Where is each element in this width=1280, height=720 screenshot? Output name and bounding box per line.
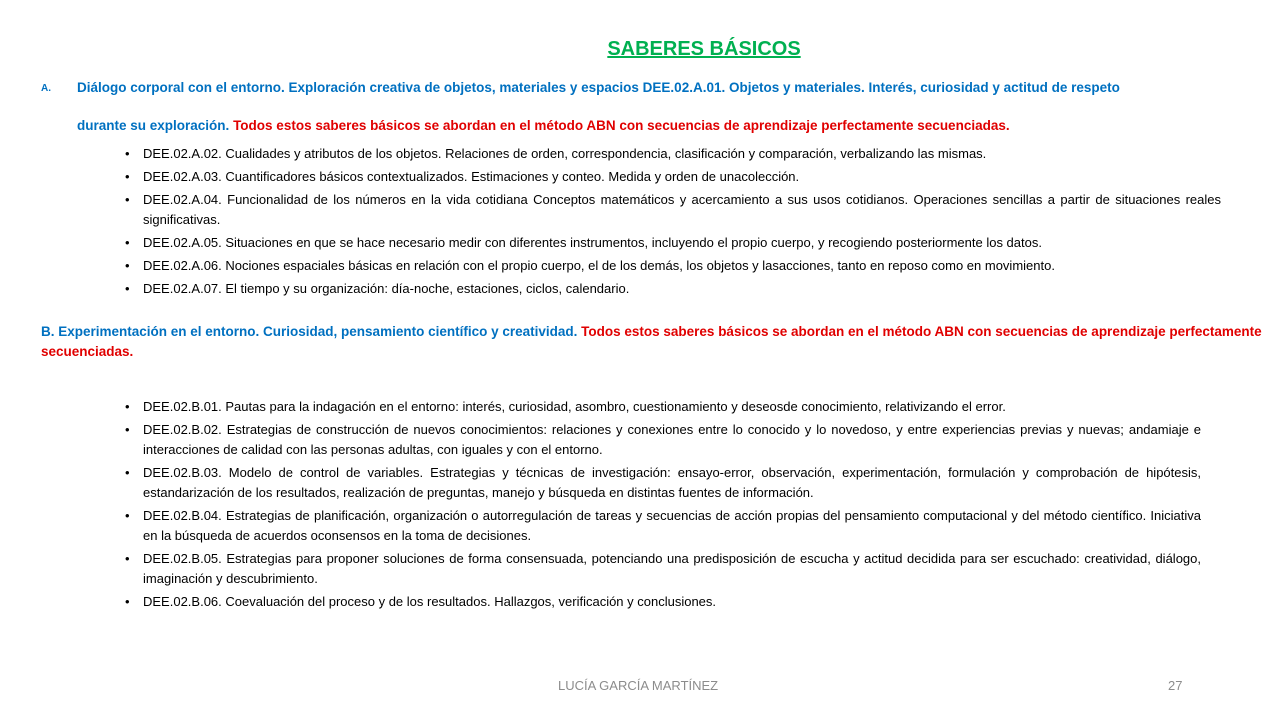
page-title: SABERES BÁSICOS — [607, 38, 801, 60]
footer-author: LUCÍA GARCÍA MARTÍNEZ — [558, 678, 719, 693]
section-a-heading-continued — [77, 118, 1257, 133]
section-a-marker: A. — [41, 83, 51, 94]
section-b-list — [125, 397, 1201, 615]
list-item: • DEE.02.B.04. Estrategias de planificación, organización o autorregulación de tareas y secuencias de acción propias del pensamiento computacional y del método científico. Iniciativa en la búsqueda de acuerdos oconsensos en la toma de decisiones. — [125, 506, 1201, 546]
section-a-list — [125, 144, 1221, 302]
page-number: 27 — [1168, 678, 1183, 693]
list-item: • DEE.02.A.03. Cuantificadores básicos contextualizados. Estimaciones y conteo. Medida y orden de unacolección. — [125, 167, 1221, 187]
list-item: • DEE.02.A.02. Cualidades y atributos de los objetos. Relaciones de orden, correspondencia, clasificación y comparación, verbalizando las mismas. — [125, 144, 1221, 164]
list-item: • DEE.02.A.05. Situaciones en que se hace necesario medir con diferentes instrumentos, incluyendo el propio cuerpo, y recogiendo posteriormente los datos. — [125, 233, 1221, 253]
list-item: • DEE.02.A.04. Funcionalidad de los números en la vida cotidiana Conceptos matemáticos y acercamiento a sus usos cotidianos. Operaciones sencillas a partir de situaciones reales significativas. — [125, 190, 1221, 230]
list-item: • DEE.02.A.06. Nociones espaciales básicas en relación con el propio cuerpo, el de los demás, los objetos y lasacciones, tanto en reposo como en movimiento. — [125, 256, 1221, 276]
section-a-heading: Diálogo corporal con el entorno. Exploración creativa de objetos, materiales y espacios DEE.02.A.01. Objetos y materiales. Interés, curiosidad y actitud de respeto — [77, 80, 1120, 95]
list-item: • DEE.02.B.01. Pautas para la indagación en el entorno: interés, curiosidad, asombro, cuestionamiento y deseosde conocimiento, relativizando el error. — [125, 397, 1201, 417]
section-a-heading-end: durante su exploración. — [77, 118, 230, 133]
list-item: • DEE.02.B.06. Coevaluación del proceso y de los resultados. Hallazgos, verificación y conclusiones. — [125, 592, 1201, 612]
list-item: • DEE.02.B.02. Estrategias de construcción de nuevos conocimientos: relaciones y conexiones entre lo conocido y lo novedoso, y entre experiencias previas y nuevas; andamiaje e interacciones de calidad con las personas adultas, con iguales y con el entorno. — [125, 420, 1201, 460]
section-a-note: Todos estos saberes básicos se abordan en el método ABN con secuencias de aprendizaje perfectamente secuenciadas. — [233, 118, 1010, 133]
section-b-heading: B. Experimentación en el entorno. Curiosidad, pensamiento científico y creatividad. — [41, 324, 578, 339]
list-item: • DEE.02.B.05. Estrategias para proponer soluciones de forma consensuada, potenciando una predisposición de escucha y actitud decidida para ser escuchado: creatividad, diálogo, imaginación y descubrimiento. — [125, 549, 1201, 589]
list-item: • DEE.02.B.03. Modelo de control de variables. Estrategias y técnicas de investigación: ensayo-error, observación, experimentación, formulación y comprobación de hipótesis, estandarización de los resultados, realización de preguntas, manejo y búsqueda en distintas fuentes de información. — [125, 463, 1201, 503]
section-b-note-continued: secuenciadas. — [41, 344, 134, 359]
section-b-heading-block — [41, 322, 1280, 362]
section-b-note: Todos estos saberes básicos se abordan en el método ABN con secuencias de aprendizaje perfectamente — [581, 324, 1262, 339]
list-item: • DEE.02.A.07. El tiempo y su organización: día-noche, estaciones, ciclos, calendario. — [125, 279, 1221, 299]
